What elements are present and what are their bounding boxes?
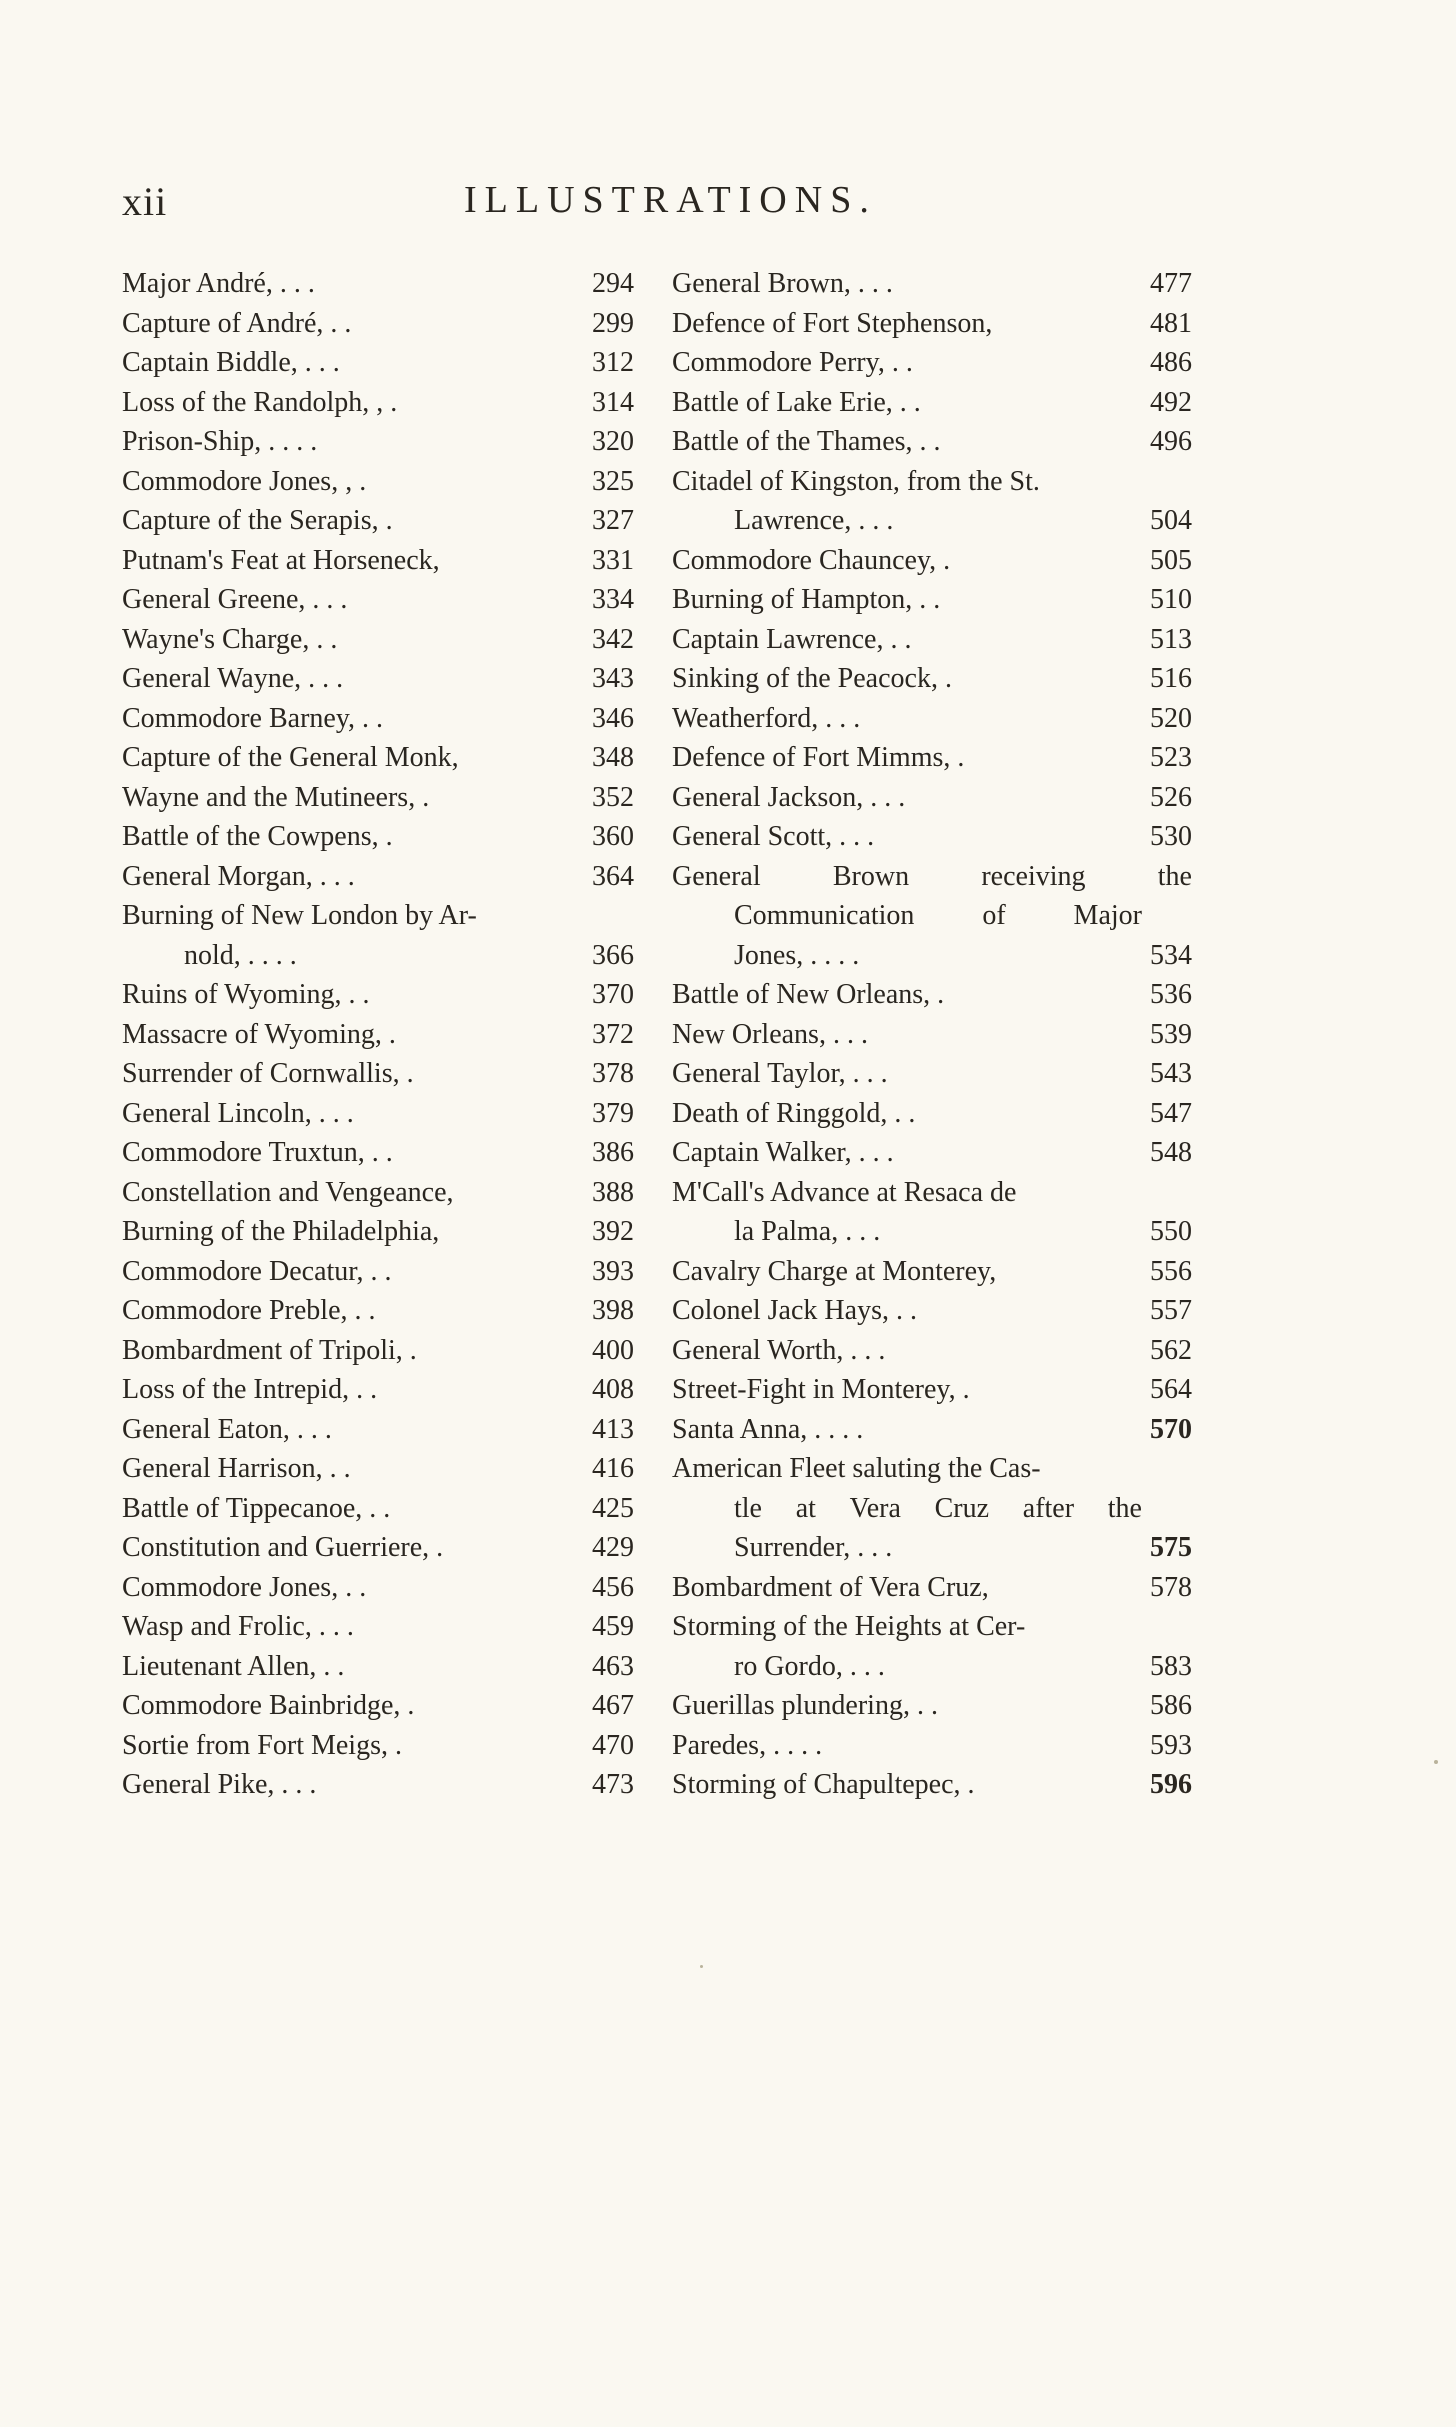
list-item (122, 1607, 634, 1647)
list-item (672, 1489, 1192, 1529)
list-item (122, 738, 634, 778)
illustration-page-number: 372 (592, 1018, 634, 1050)
illustration-page-number: 456 (592, 1571, 634, 1603)
illustration-page-number: 416 (592, 1453, 634, 1484)
illustration-title: Constitution and Guerriere, . (122, 1532, 444, 1563)
list-item (672, 264, 1192, 304)
list-item (672, 1410, 1192, 1450)
illustration-title: Storming of Chapultepec, . (672, 1769, 975, 1800)
illustration-title: Battle of New Orleans, . (672, 979, 945, 1010)
illustration-title: Loss of the Randolph, , . (122, 386, 398, 418)
list-item (672, 1647, 1192, 1687)
list-item (672, 857, 1192, 897)
list-item (122, 896, 634, 936)
illustration-title: Captain Biddle, . . . (122, 347, 340, 378)
illustration-title: General Brown, . . . (672, 268, 893, 299)
list-item (672, 975, 1192, 1015)
illustration-page-number: 348 (592, 742, 634, 773)
illustration-page-number: 408 (592, 1374, 634, 1405)
list-item (672, 1173, 1192, 1213)
page-header (122, 178, 1162, 238)
illustration-page-number: 463 (592, 1650, 634, 1682)
illustration-page-number: 481 (1150, 307, 1192, 339)
illustration-page-number: 477 (1150, 268, 1192, 299)
illustration-title: Sortie from Fort Meigs, . (122, 1729, 402, 1761)
list-item (672, 304, 1192, 344)
illustration-title: General Taylor, . . . (672, 1058, 888, 1089)
illustration-page-number: 510 (1150, 584, 1192, 615)
justified-word: tle (734, 1492, 762, 1524)
illustration-page-number: 505 (1150, 544, 1192, 576)
illustration-page-number: 526 (1150, 781, 1192, 813)
illustration-page-number: 346 (592, 702, 634, 734)
illustration-title: Storming of the Heights at Cer- (672, 1611, 1026, 1642)
list-item (672, 1331, 1192, 1371)
illustrations-list-left (122, 264, 634, 1805)
illustration-page-number: 386 (592, 1137, 634, 1168)
illustration-title: Burning of Hampton, . . (672, 584, 941, 615)
illustration-title: General Eaton, . . . (122, 1413, 332, 1445)
illustration-title: Defence of Fort Stephenson, (672, 307, 993, 339)
illustration-page-number: 486 (1150, 347, 1192, 378)
illustration-title: ro Gordo, . . . (734, 1650, 885, 1682)
list-item (672, 580, 1192, 620)
list-item (672, 383, 1192, 423)
list-item (672, 1686, 1192, 1726)
list-item (122, 580, 634, 620)
list-item (672, 936, 1192, 976)
list-item (122, 1331, 634, 1371)
illustration-page-number: 370 (592, 979, 634, 1010)
paper-speck (700, 1965, 703, 1968)
list-item (672, 1094, 1192, 1134)
illustration-page-number: 539 (1150, 1018, 1192, 1050)
justified-word: Cruz (934, 1492, 990, 1524)
list-item (122, 1133, 634, 1173)
illustration-title: General Wayne, . . . (122, 663, 344, 694)
illustration-title: Commodore Decatur, . . (122, 1255, 392, 1287)
illustration-page-number: 388 (592, 1176, 634, 1208)
illustration-page-number: 557 (1150, 1295, 1192, 1326)
illustration-page-number: 325 (592, 465, 634, 497)
list-item (672, 1291, 1192, 1331)
list-item (122, 659, 634, 699)
illustration-title: Sinking of the Peacock, . (672, 663, 952, 694)
illustration-title: General Worth, . . . (672, 1334, 886, 1366)
illustration-title: Commodore Perry, . . (672, 347, 913, 378)
list-item (122, 541, 634, 581)
illustration-title: la Palma, . . . (734, 1216, 881, 1247)
list-item (122, 1212, 634, 1252)
illustration-title: Capture of the General Monk, (122, 742, 459, 773)
illustration-title: Loss of the Intrepid, . . (122, 1374, 378, 1405)
illustration-title: Paredes, . . . . (672, 1729, 823, 1761)
illustration-title: Surrender of Cornwallis, . (122, 1058, 414, 1089)
illustration-page-number: 534 (1150, 939, 1192, 971)
illustration-page-number: 548 (1150, 1137, 1192, 1168)
illustration-page-number: 366 (592, 939, 634, 971)
illustration-page-number: 496 (1150, 426, 1192, 457)
illustration-title: Weatherford, . . . (672, 702, 861, 734)
illustration-title: Street-Fight in Monterey, . (672, 1374, 970, 1405)
illustration-title: Burning of the Philadelphia, (122, 1216, 440, 1247)
list-item (122, 817, 634, 857)
illustration-page-number: 492 (1150, 386, 1192, 418)
list-item (122, 264, 634, 304)
list-item (122, 422, 634, 462)
list-item (672, 1449, 1192, 1489)
list-item (672, 541, 1192, 581)
illustration-title: Putnam's Feat at Horseneck, (122, 544, 440, 576)
list-item (672, 778, 1192, 818)
illustration-title: General Lincoln, . . . (122, 1097, 354, 1129)
illustration-page-number: 343 (592, 663, 634, 694)
illustration-page-number: 379 (592, 1097, 634, 1129)
list-item (672, 896, 1192, 936)
list-item (672, 343, 1192, 383)
illustration-page-number: 360 (592, 821, 634, 852)
list-item (122, 1291, 634, 1331)
illustration-page-number: 364 (592, 860, 634, 892)
illustration-title: Colonel Jack Hays, . . (672, 1295, 917, 1326)
illustration-title: Lawrence, . . . (734, 505, 894, 536)
illustration-page-number: 513 (1150, 623, 1192, 655)
list-item (672, 738, 1192, 778)
list-item (672, 501, 1192, 541)
list-item (122, 778, 634, 818)
list-item (672, 422, 1192, 462)
illustration-title: Commodore Barney, . . (122, 702, 384, 734)
illustrations-list-right (672, 264, 1192, 1805)
illustration-page-number: 504 (1150, 505, 1192, 536)
illustration-page-number: 520 (1150, 702, 1192, 734)
list-item (122, 1449, 634, 1489)
list-item (122, 1568, 634, 1608)
list-item (672, 620, 1192, 660)
list-item (672, 1568, 1192, 1608)
list-item (122, 383, 634, 423)
illustration-page-number: 596 (1150, 1769, 1192, 1800)
illustration-title: General Pike, . . . (122, 1769, 317, 1800)
illustration-title: Cavalry Charge at Monterey, (672, 1255, 997, 1287)
illustration-page-number: 378 (592, 1058, 634, 1089)
list-item (672, 1252, 1192, 1292)
justified-word: Communication (734, 900, 915, 931)
list-item (672, 1054, 1192, 1094)
justified-word: Brown (832, 860, 910, 892)
illustration-page-number: 523 (1150, 742, 1192, 773)
list-item (672, 659, 1192, 699)
illustration-title: General Scott, . . . (672, 821, 875, 852)
illustration-page-number: 556 (1150, 1255, 1192, 1287)
illustration-title (734, 1489, 1142, 1529)
list-item (672, 817, 1192, 857)
illustration-title: General Harrison, . . (122, 1453, 351, 1484)
illustration-title: Burning of New London by Ar- (122, 900, 477, 931)
running-title: ILLUSTRATIONS. (464, 179, 877, 221)
illustration-title (734, 896, 1142, 936)
illustration-page-number: 586 (1150, 1690, 1192, 1721)
list-item (122, 1765, 634, 1805)
illustration-page-number: 562 (1150, 1334, 1192, 1366)
list-item (122, 1054, 634, 1094)
illustration-title: Capture of the Serapis, . (122, 505, 393, 536)
list-item (122, 462, 634, 502)
illustration-page-number: 536 (1150, 979, 1192, 1010)
illustration-title: Major André, . . . (122, 268, 315, 299)
illustration-title: Guerillas plundering, . . (672, 1690, 938, 1721)
illustration-title: Wayne's Charge, . . (122, 623, 338, 655)
illustration-title: Massacre of Wyoming, . (122, 1018, 396, 1050)
illustration-page-number: 312 (592, 347, 634, 378)
illustration-page-number: 459 (592, 1611, 634, 1642)
list-item (122, 1647, 634, 1687)
illustration-page-number: 413 (592, 1413, 634, 1445)
illustration-page-number: 429 (592, 1532, 634, 1563)
list-item (122, 1015, 634, 1055)
illustration-title: Captain Lawrence, . . (672, 623, 912, 655)
list-item (672, 1370, 1192, 1410)
illustration-title: Captain Walker, . . . (672, 1137, 894, 1168)
illustration-page-number: 543 (1150, 1058, 1192, 1089)
illustration-title: M'Call's Advance at Resaca de (672, 1176, 1017, 1208)
illustration-title: Ruins of Wyoming, . . (122, 979, 370, 1010)
illustration-page-number: 425 (592, 1492, 634, 1524)
justified-word: General (672, 860, 761, 892)
list-item (672, 699, 1192, 739)
illustration-page-number: 467 (592, 1690, 634, 1721)
illustration-page-number: 530 (1150, 821, 1192, 852)
illustration-page-number: 320 (592, 426, 634, 457)
list-item (672, 1607, 1192, 1647)
list-item (672, 1726, 1192, 1766)
illustration-page-number: 516 (1150, 663, 1192, 694)
illustration-page-number: 470 (592, 1729, 634, 1761)
illustration-title: General Jackson, . . . (672, 781, 906, 813)
illustration-page-number: 299 (592, 307, 634, 339)
illustration-title: Citadel of Kingston, from the St. (672, 465, 1040, 497)
page-number: xii (122, 179, 168, 224)
illustration-title: Battle of Tippecanoe, . . (122, 1492, 391, 1524)
illustration-page-number: 393 (592, 1255, 634, 1287)
list-item (672, 1528, 1192, 1568)
justified-word: receiving (981, 860, 1086, 892)
illustration-title: General Greene, . . . (122, 584, 348, 615)
illustration-title: Wasp and Frolic, . . . (122, 1611, 354, 1642)
list-item (122, 304, 634, 344)
illustration-page-number: 314 (592, 386, 634, 418)
illustration-title: Santa Anna, . . . . (672, 1413, 864, 1445)
illustration-page-number: 570 (1150, 1413, 1192, 1445)
illustration-page-number: 342 (592, 623, 634, 655)
illustration-title (672, 857, 1192, 897)
illustration-page-number: 331 (592, 544, 634, 576)
illustration-title: nold, . . . . (184, 939, 297, 971)
illustration-title: Lieutenant Allen, . . (122, 1650, 345, 1682)
illustration-title: New Orleans, . . . (672, 1018, 868, 1050)
list-item (122, 975, 634, 1015)
list-item (122, 1173, 634, 1213)
illustration-title: Commodore Bainbridge, . (122, 1690, 415, 1721)
illustration-page-number: 593 (1150, 1729, 1192, 1761)
illustration-page-number: 294 (592, 268, 634, 299)
justified-word: Vera (849, 1492, 901, 1524)
illustration-title: Commodore Jones, , . (122, 465, 367, 497)
justified-word: at (795, 1492, 816, 1524)
illustration-page-number: 327 (592, 505, 634, 536)
illustration-page-number: 398 (592, 1295, 634, 1326)
list-item (122, 1370, 634, 1410)
list-item (672, 1133, 1192, 1173)
illustration-title: Battle of the Cowpens, . (122, 821, 393, 852)
illustration-page-number: 547 (1150, 1097, 1192, 1129)
illustration-title: Defence of Fort Mimms, . (672, 742, 965, 773)
illustration-title: Capture of André, . . (122, 307, 352, 339)
illustration-title: Death of Ringgold, . . (672, 1097, 916, 1129)
illustration-title: Prison-Ship, . . . . (122, 426, 318, 457)
illustration-page-number: 578 (1150, 1571, 1192, 1603)
illustration-title: Commodore Jones, . . (122, 1571, 367, 1603)
justified-word: the (1107, 1492, 1142, 1524)
list-item (122, 1686, 634, 1726)
illustration-title: Commodore Chauncey, . (672, 544, 951, 576)
illustration-page-number: 392 (592, 1216, 634, 1247)
illustration-title: American Fleet saluting the Cas- (672, 1453, 1041, 1484)
list-item (122, 620, 634, 660)
list-item (122, 1726, 634, 1766)
justified-word: of (982, 900, 1006, 931)
list-item (122, 1489, 634, 1529)
illustration-page-number: 550 (1150, 1216, 1192, 1247)
list-item (672, 462, 1192, 502)
list-item (672, 1765, 1192, 1805)
list-item (122, 501, 634, 541)
list-item (122, 343, 634, 383)
illustration-title: Commodore Truxtun, . . (122, 1137, 393, 1168)
justified-word: the (1157, 860, 1192, 892)
illustration-page-number: 334 (592, 584, 634, 615)
list-item (122, 699, 634, 739)
list-item (122, 1252, 634, 1292)
list-item (122, 1528, 634, 1568)
list-item (122, 936, 634, 976)
illustration-title: Commodore Preble, . . (122, 1295, 376, 1326)
illustration-page-number: 564 (1150, 1374, 1192, 1405)
illustration-title: General Morgan, . . . (122, 860, 355, 892)
illustration-title: Surrender, . . . (734, 1532, 893, 1563)
illustration-title: Battle of the Thames, . . (672, 426, 941, 457)
illustration-title: Constellation and Vengeance, (122, 1176, 454, 1208)
justified-word: Major (1073, 900, 1142, 931)
paper-speck (1434, 1760, 1438, 1764)
illustration-title: Wayne and the Mutineers, . (122, 781, 430, 813)
illustration-page-number: 400 (592, 1334, 634, 1366)
illustration-title: Bombardment of Vera Cruz, (672, 1571, 989, 1603)
illustration-page-number: 473 (592, 1769, 634, 1800)
illustration-title: Bombardment of Tripoli, . (122, 1334, 417, 1366)
illustration-page-number: 575 (1150, 1532, 1192, 1563)
list-item (672, 1212, 1192, 1252)
list-item (122, 1094, 634, 1134)
list-item (122, 1410, 634, 1450)
illustration-page-number: 352 (592, 781, 634, 813)
illustration-title: Battle of Lake Erie, . . (672, 386, 921, 418)
illustration-title: Jones, . . . . (734, 939, 860, 971)
illustration-page-number: 583 (1150, 1650, 1192, 1682)
list-item (122, 857, 634, 897)
list-item (672, 1015, 1192, 1055)
justified-word: after (1022, 1492, 1075, 1524)
